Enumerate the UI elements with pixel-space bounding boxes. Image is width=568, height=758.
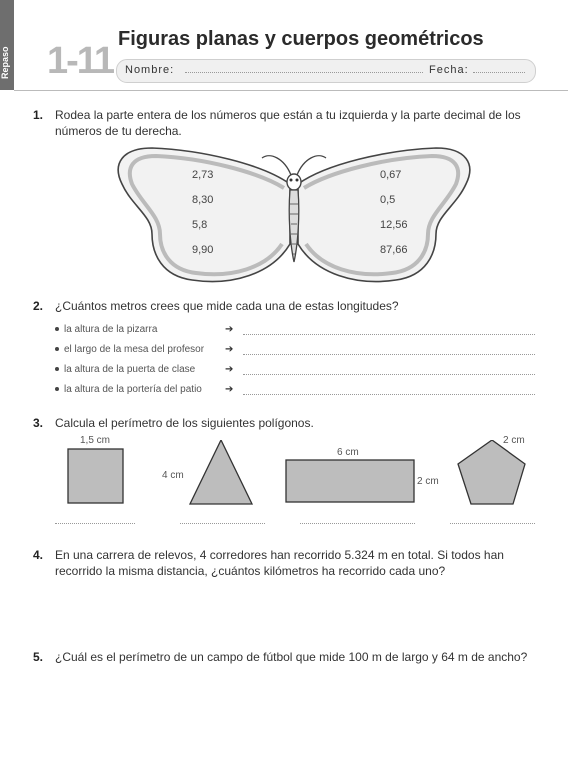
q2-text: ¿Cuántos metros crees que mide cada una de estas longitudes? [55, 299, 399, 313]
polygons-figure [0, 440, 568, 510]
left-number: 8,30 [192, 194, 214, 206]
pentagon-side-label: 2 cm [503, 435, 525, 446]
square-side-label: 1,5 cm [80, 435, 111, 446]
page-title: Figuras planas y cuerpos geométricos [118, 28, 484, 50]
arrow-icon: ➔ [225, 324, 234, 335]
arrow-icon: ➔ [225, 384, 234, 395]
answer-line[interactable] [243, 394, 535, 395]
item-text: la altura de la pizarra [64, 324, 158, 335]
q1-number: 1. [33, 108, 44, 122]
rectangle-length-label: 6 cm [337, 447, 359, 458]
q5-number: 5. [33, 650, 44, 664]
left-number: 2,73 [192, 169, 214, 181]
name-field[interactable] [185, 72, 423, 73]
q4-number: 4. [33, 548, 44, 562]
answer-line[interactable] [243, 354, 535, 355]
answer-line[interactable] [243, 334, 535, 335]
answer-line[interactable] [55, 523, 135, 524]
date-label: Fecha: [429, 64, 469, 76]
arrow-icon: ➔ [225, 344, 234, 355]
answer-line[interactable] [450, 523, 535, 524]
rectangle-width-label: 2 cm [417, 476, 439, 487]
right-number: 0,67 [380, 169, 402, 181]
bullet [55, 367, 59, 371]
q5-text: ¿Cuál es el perímetro de un campo de fútbol que mide 100 m de largo y 64 m de ancho? [55, 650, 528, 664]
unit-number: 1-11 [47, 40, 113, 82]
list-item [55, 324, 157, 335]
item-text: la altura de la puerta de clase [64, 364, 196, 375]
right-number: 87,66 [380, 244, 408, 256]
name-date-bar [116, 59, 536, 83]
arrow-icon: ➔ [225, 364, 234, 375]
bullet [55, 347, 59, 351]
item-text: la altura de la portería del patio [64, 384, 202, 395]
answer-line[interactable] [180, 523, 265, 524]
date-field[interactable] [473, 72, 525, 73]
q1-text: Rodea la parte entera de los números que están a tu izquierda y la parte decimal de los números de tu derecha. [55, 108, 521, 138]
answer-line[interactable] [243, 374, 535, 375]
butterfly-illustration [112, 144, 476, 290]
triangle-side-label: 4 cm [162, 470, 184, 481]
q2-number: 2. [33, 299, 44, 313]
answer-line[interactable] [300, 523, 415, 524]
list-item [55, 344, 204, 355]
list-item [55, 384, 202, 395]
triangle-shape [190, 440, 252, 504]
left-number: 5,8 [192, 219, 208, 231]
right-number: 12,56 [380, 219, 408, 231]
q3-text: Calcula el perímetro de los siguientes polígonos. [55, 416, 314, 430]
rectangle-shape [286, 460, 414, 502]
header-divider [14, 90, 568, 91]
name-label: Nombre: [125, 64, 175, 76]
q3-number: 3. [33, 416, 44, 430]
bullet [55, 387, 59, 391]
list-item [55, 364, 195, 375]
item-text: el largo de la mesa del profesor [64, 344, 205, 355]
right-number: 0,5 [380, 194, 396, 206]
bullet [55, 327, 59, 331]
left-number: 9,90 [192, 244, 214, 256]
square-shape [68, 449, 123, 503]
q4-text: En una carrera de relevos, 4 corredores han recorrido 5.324 m en total. Si todos han recorrido la misma distancia, ¿cuántos kilómetros ha recorrido cada uno? [55, 548, 504, 578]
pentagon-shape [458, 440, 525, 504]
repaso-tab-label: Repaso [0, 46, 10, 80]
